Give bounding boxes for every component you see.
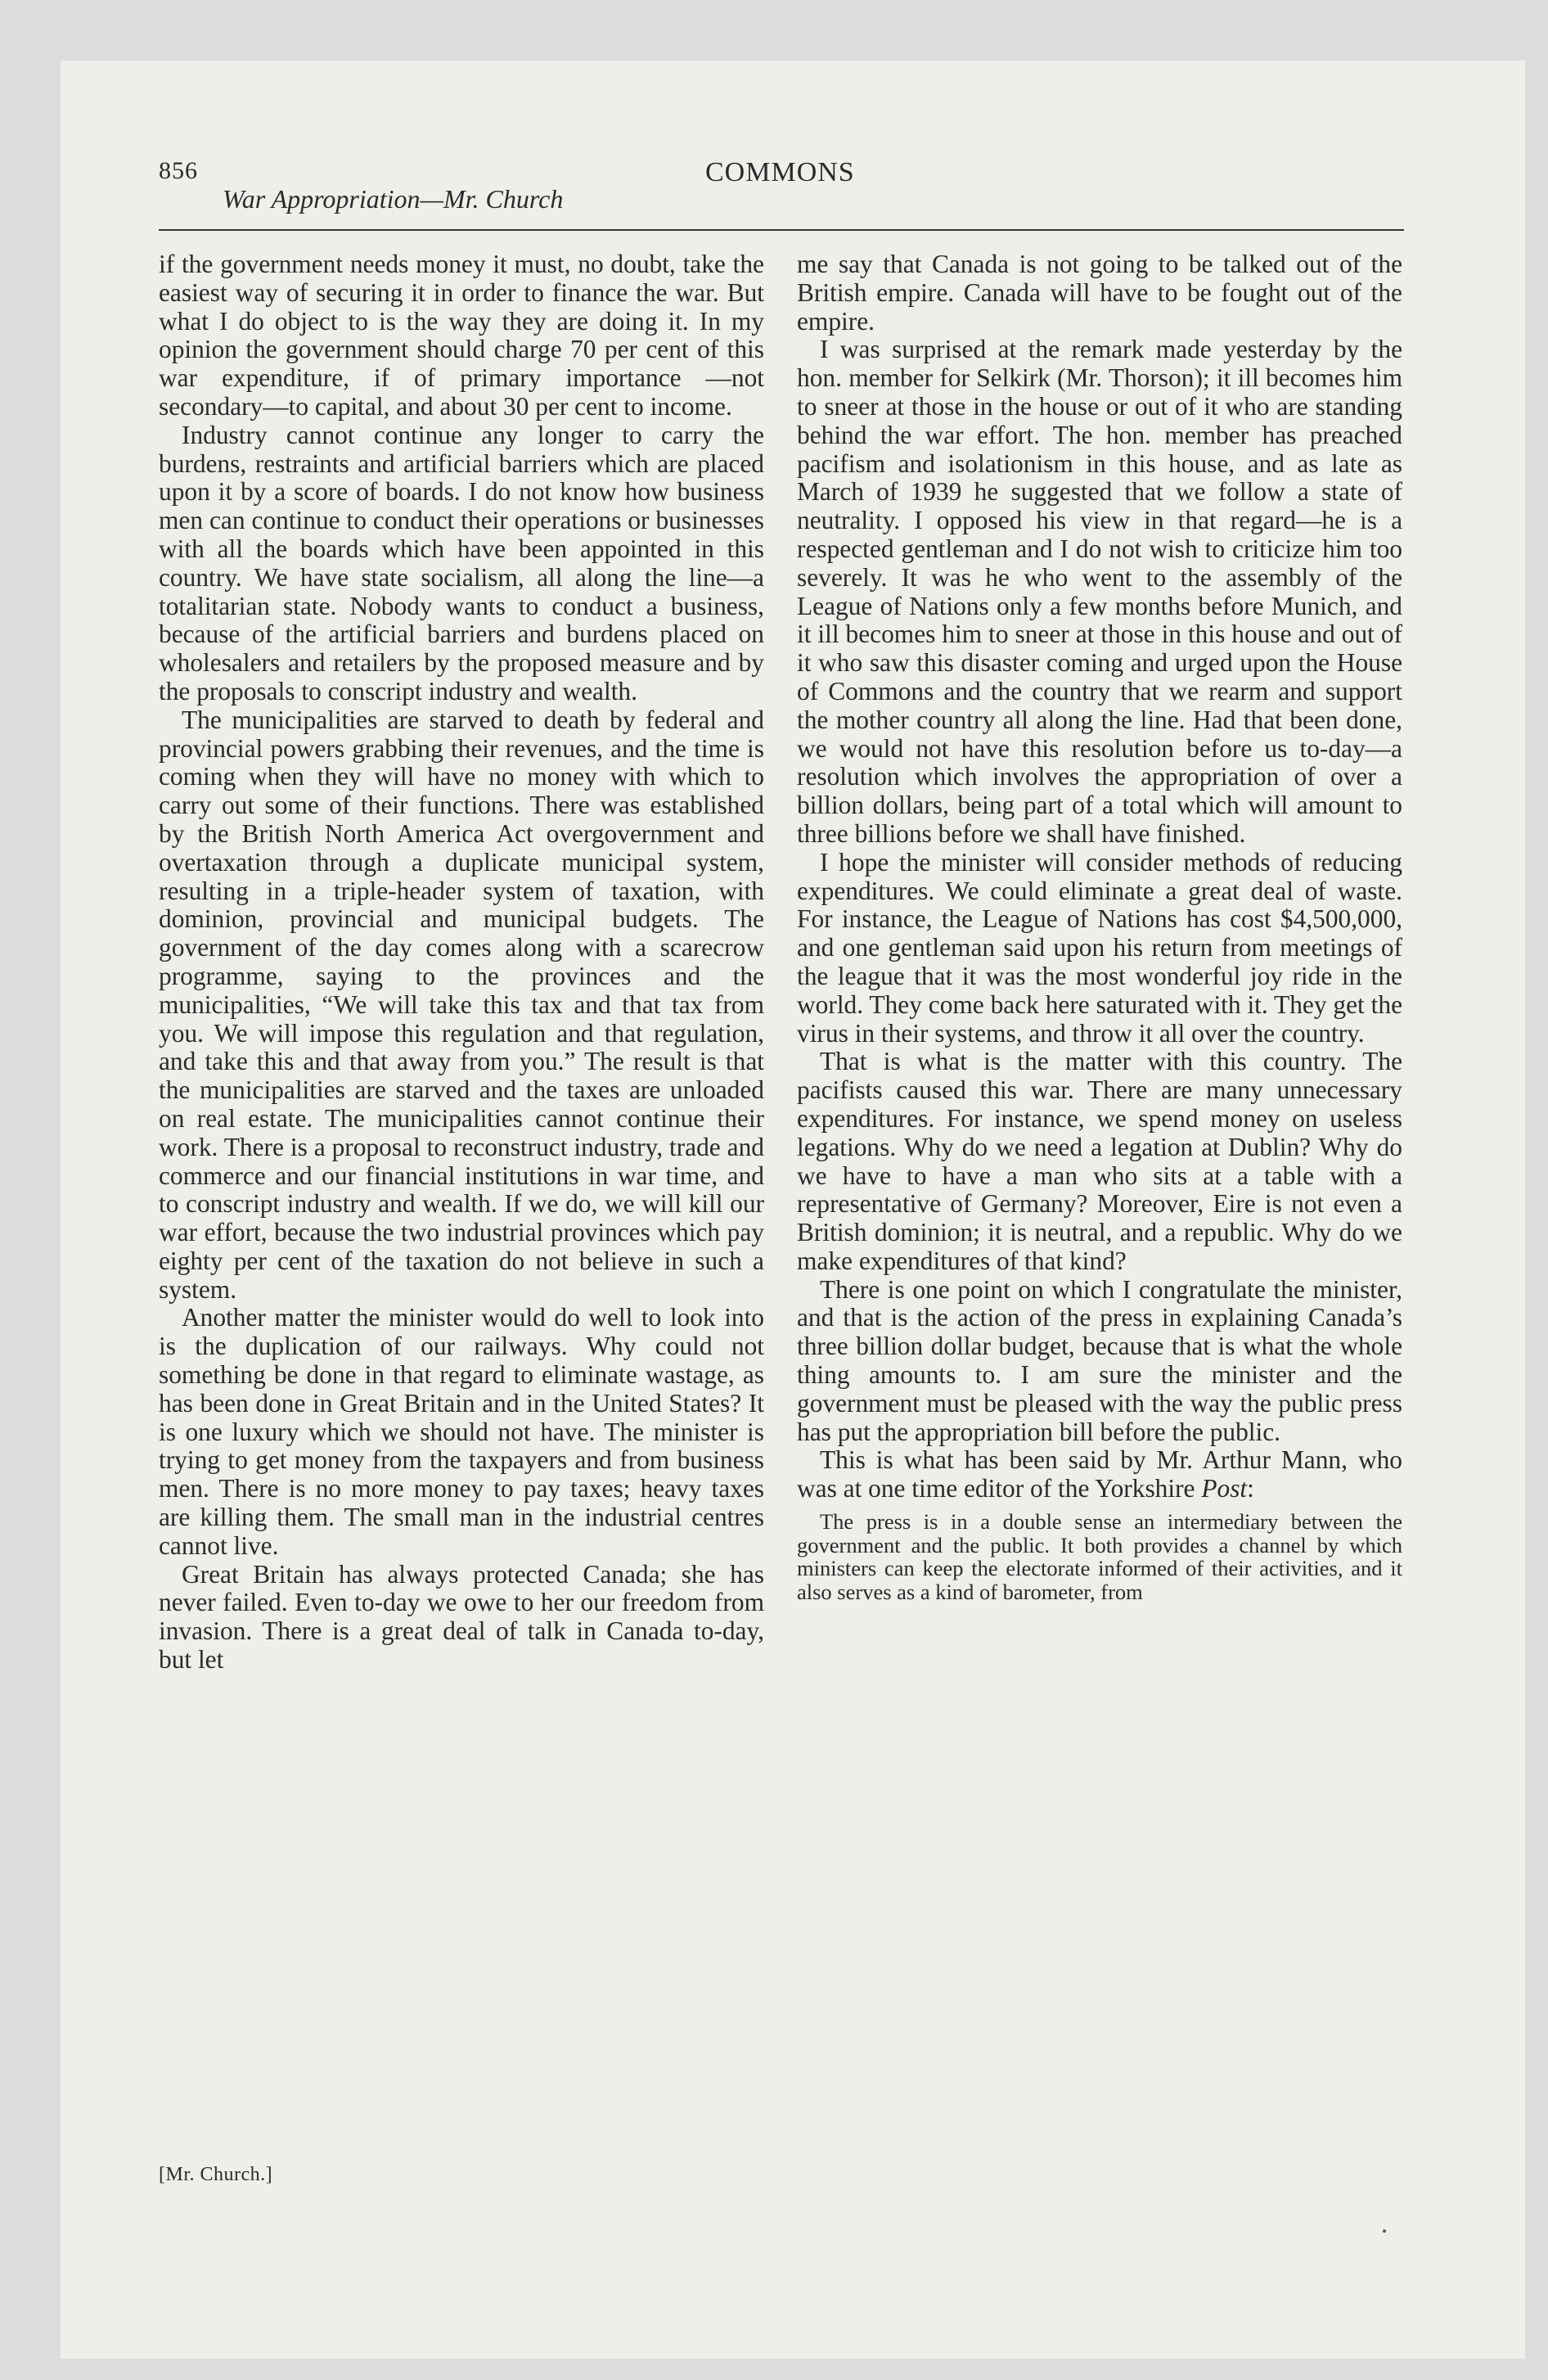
punctuation: :	[1247, 1474, 1254, 1503]
speaker-attribution: [Mr. Church.]	[159, 2164, 273, 2185]
newspaper-name: Post	[1201, 1474, 1248, 1503]
paragraph: The municipalities are starved to death by federal and provincial powers grabbing their revenues, and the time is coming when they will have no money with which to carry out some of their functions. There was established by the British North America Act overgovernment and overtaxation through a duplicate municipal system, resulting in a triple-header system of taxation, with dominion, provincial and municipal budgets. The government of the day comes along with a scarecrow programme, saying to the provinces and the municipalities, “We will take this tax and that tax from you. We will impose this regulation and that regulation, and take this and that away from you.” The result is that the municipalities are starved and the taxes are unloaded on real estate. The municipalities cannot continue their work. There is a proposal to reconstruct industry, trade and commerce and our financial institutions in war time, and to conscript industry and wealth. If we do, we will kill our war effort, because the two industrial provinces which pay eighty per cent of the taxation do not believe in such a system.	[159, 705, 764, 1304]
running-head: War Appropriation—Mr. Church	[223, 184, 564, 214]
paragraph: Industry cannot continue any longer to carry the burdens, restraints and artificial barriers which are placed upon it by a score of boards. I do not know how business men can continue to conduct their operations or businesses with all the boards which have been appointed in this country. We have state socialism, all along the line—a totalitarian state. Nobody wants to conduct a business, because of the artificial barriers and burdens placed on wholesalers and retailers by the proposed measure and by the proposals to conscript industry and wealth.	[159, 420, 764, 705]
paragraph: There is one point on which I congratulate the minister, and that is the action of the press in explaining Canada’s three billion dollar budget, because that is what the whole thing amounts to. I am sure the minister and the government must be pleased with the way the public press has put the appropriation bill before the public.	[797, 1274, 1402, 1446]
paragraph-text: This is what has been said by Mr. Arthur Mann, who was at one time editor of the Yorkshire	[797, 1445, 1402, 1503]
left-column	[159, 250, 764, 1675]
paragraph: I hope the minister will consider methods of reducing expenditures. We could eliminate a great deal of waste. For instance, the League of Nations has cost $4,500,000, and one gentleman said upon his return from meetings of the league that it was the most wonderful joy ride in the world. They come back here saturated with it. They get the virus in their systems, and throw it all over the country.	[797, 847, 1402, 1048]
paragraph: me say that Canada is not going to be talked out of the British empire. Canada will have to be fought out of the empire.	[797, 250, 1402, 336]
page-number: 856	[159, 157, 198, 184]
paragraph: Great Britain has always protected Canada; she has never failed. Even to-day we owe to her our freedom from invasion. There is a great deal of talk in Canada to-day, but let	[159, 1559, 764, 1675]
paragraph: I was surprised at the remark made yesterday by the hon. member for Selkirk (Mr. Thorson); it ill becomes him to sneer at those in the house or out of it who are standing behind the war effort. The hon. member has preached pacifism and isolationism in this house, and as late as March of 1939 he suggested that we follow a state of neutrality. I opposed his view in that regard—he is a respected gentleman and I do not wish to criticize him too severely. It was he who went to the assembly of the League of Nations only a few months before Munich, and it ill becomes him to sneer at those in this house and out of it who saw this disaster coming and urged upon the House of Commons and the country that we rearm and support the mother country all along the line. Had that been done, we would not have this resolution before us to-day—a resolution which involves the appropriation of over a billion dollars, being part of a total which will amount to three billions before we shall have finished.	[797, 335, 1402, 848]
paragraph: Another matter the minister would do well to look into is the duplication of our railways. Why could not something be done in that regard to eliminate wastage, as has been done in Great Britain and in the United States? It is one luxury which we should not have. The minister is trying to get money from the taxpayers and from business men. There is no more money to pay taxes; heavy taxes are killing them. The small man in the industrial centres cannot live.	[159, 1303, 764, 1560]
paragraph	[797, 1446, 1402, 1503]
paragraph: if the government needs money it must, no doubt, take the easiest way of securing it in order to finance the war. But what I do object to is the way they are doing it. In my opinion the government should charge 70 per cent of this war expenditure, if of primary importance —not secondary—to capital, and about 30 per cent to income.	[159, 250, 764, 421]
section-title: COMMONS	[705, 157, 855, 187]
header-rule	[159, 229, 1404, 231]
print-speck	[1383, 2229, 1386, 2233]
paragraph: That is what is the matter with this country. The pacifists caused this war. There are many unnecessary expenditures. For instance, we spend money on useless legations. Why do we need a legation at Dublin? Why do we have to have a man who sits at a table with a representative of Germany? Moreover, Eire is not even a British dominion; it is neutral, and a republic. Why do we make expenditures of that kind?	[797, 1047, 1402, 1275]
block-quote: The press is in a double sense an intermediary between the government and the public. It both provides a channel by which ministers can keep the electorate informed of their activities, and it also serves as a kind of barometer, from	[797, 1509, 1402, 1604]
right-column	[797, 250, 1402, 1603]
